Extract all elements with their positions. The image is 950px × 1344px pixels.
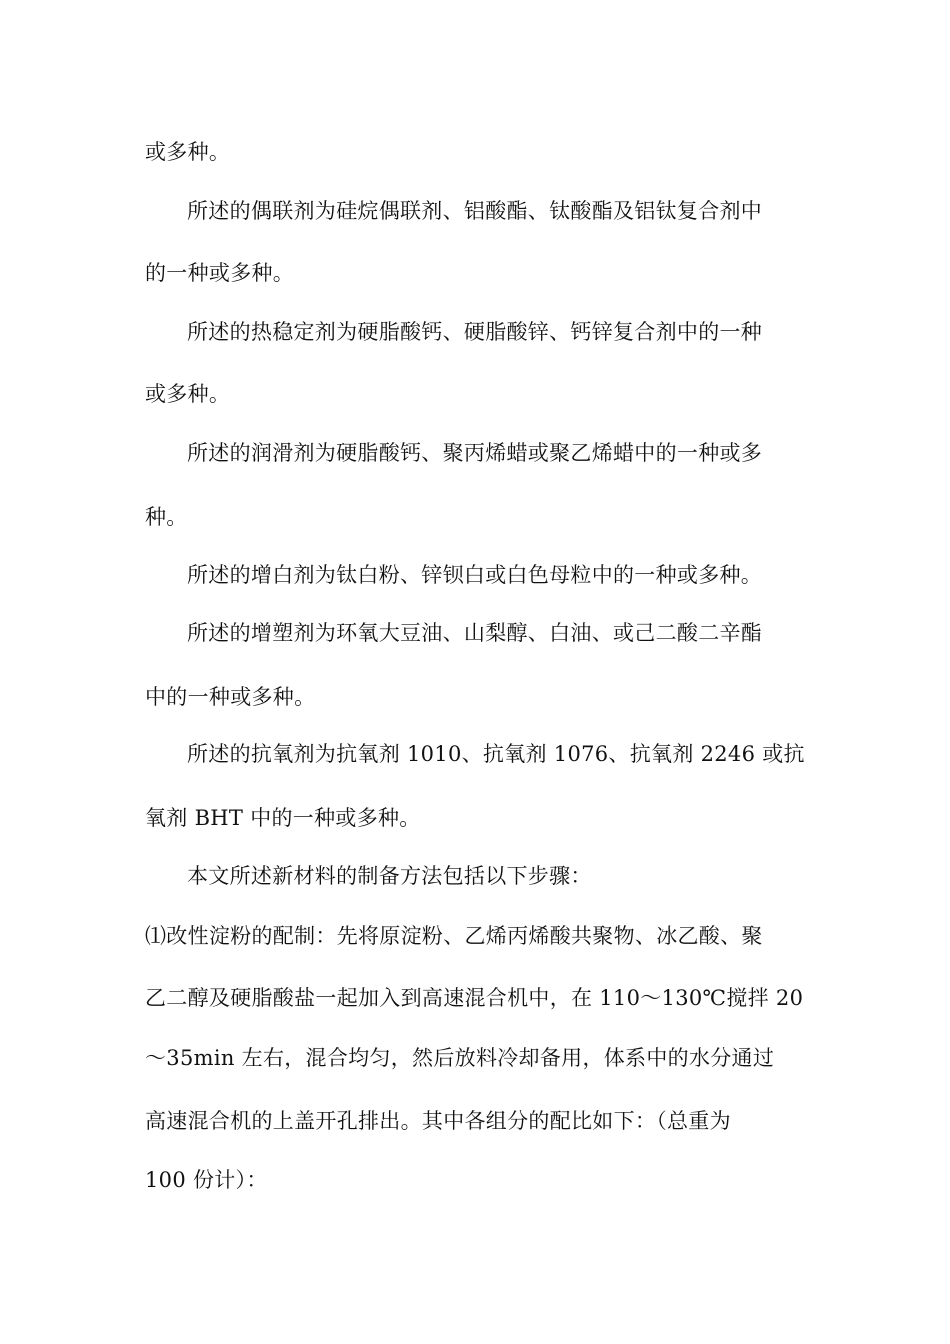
text-line: 或多种。 xyxy=(145,140,231,164)
text-line: 本文所述新材料的制备方法包括以下步骤： xyxy=(187,864,592,888)
text-line: ～35min 左右，混合均匀，然后放料冷却备用，体系中的水分通过 xyxy=(145,1046,775,1070)
text-line: 氧剂 BHT 中的一种或多种。 xyxy=(145,806,421,830)
text-line: 所述的抗氧剂为抗氧剂 1010、抗氧剂 1076、抗氧剂 2246 或抗 xyxy=(187,742,805,766)
text-line: 100 份计）： xyxy=(145,1168,268,1192)
text-line: 或多种。 xyxy=(145,382,231,406)
text-line: 的一种或多种。 xyxy=(145,261,295,285)
text-line: 乙二醇及硬脂酸盐一起加入到高速混合机中，在 110～130℃搅拌 20 xyxy=(145,986,804,1010)
text-line: 高速混合机的上盖开孔排出。其中各组分的配比如下：（总重为 xyxy=(145,1109,731,1133)
text-line: 所述的偶联剂为硅烷偶联剂、铝酸酯、钛酸酯及铝钛复合剂中 xyxy=(187,199,763,223)
text-line: ⑴改性淀粉的配制：先将原淀粉、乙烯丙烯酸共聚物、冰乙酸、聚 xyxy=(145,924,763,948)
text-line: 所述的热稳定剂为硬脂酸钙、硬脂酸锌、钙锌复合剂中的一种 xyxy=(187,320,763,344)
text-line: 所述的增塑剂为环氧大豆油、山梨醇、白油、或己二酸二辛酯 xyxy=(187,621,763,645)
text-line: 所述的增白剂为钛白粉、锌钡白或白色母粒中的一种或多种。 xyxy=(187,563,763,587)
text-line: 所述的润滑剂为硬脂酸钙、聚丙烯蜡或聚乙烯蜡中的一种或多 xyxy=(187,441,763,465)
text-line: 中的一种或多种。 xyxy=(145,685,316,709)
text-line: 种。 xyxy=(145,505,188,529)
